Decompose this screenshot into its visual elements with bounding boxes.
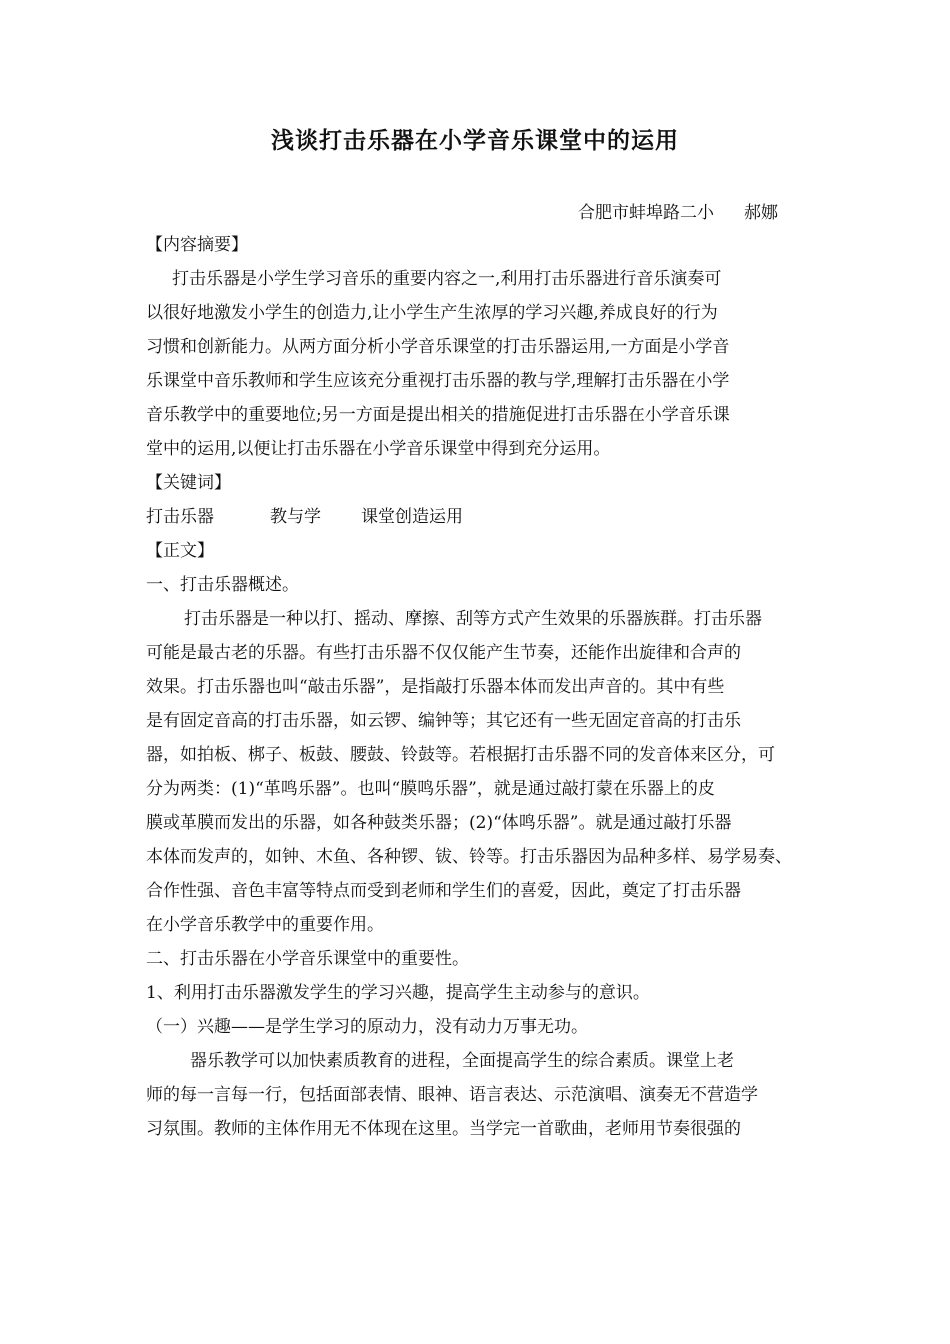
document-body xyxy=(146,228,816,1146)
paragraph-line: 在小学音乐教学中的重要作用。 xyxy=(146,915,384,935)
keyword: 打击乐器 xyxy=(146,507,214,527)
subsection-heading: 1、利用打击乐器激发学生的学习兴趣，提高学生主动参与的意识。 xyxy=(146,983,650,1003)
author-name: 郝娜 xyxy=(744,203,778,223)
abstract-line: 以很好地激发小学生的创造力,让小学生产生浓厚的学习兴趣,养成良好的行为 xyxy=(146,303,718,323)
paragraph-line: 器乐教学可以加快素质教育的进程，全面提高学生的综合素质。课堂上老 xyxy=(190,1051,734,1071)
paragraph-line: 膜或革膜而发出的乐器，如各种鼓类乐器；(2)“体鸣乐器”。就是通过敲打乐器 xyxy=(146,813,732,833)
paragraph-line: 效果。打击乐器也叫“敲击乐器”，是指敲打乐器本体而发出声音的。其中有些 xyxy=(146,677,725,697)
abstract-heading: 【内容摘要】 xyxy=(146,235,248,255)
author-school: 合肥市蚌埠路二小 xyxy=(578,203,714,223)
paragraph-line: 合作性强、音色丰富等特点而受到老师和学生们的喜爱，因此，奠定了打击乐器 xyxy=(146,881,741,901)
paragraph-line: 分为两类：(1)“革鸣乐器”。也叫“膜鸣乐器”，就是通过敲打蒙在乐器上的皮 xyxy=(146,779,715,799)
paragraph-line: 习氛围。教师的主体作用无不体现在这里。当学完一首歌曲，老师用节奏很强的 xyxy=(146,1119,741,1139)
abstract-line: 音乐教学中的重要地位;另一方面是提出相关的措施促进打击乐器在小学音乐课 xyxy=(146,405,730,425)
point-heading: （一）兴趣——是学生学习的原动力，没有动力万事无功。 xyxy=(146,1017,588,1037)
abstract-line: 打击乐器是小学生学习音乐的重要内容之一,利用打击乐器进行音乐演奏可 xyxy=(172,269,722,289)
paragraph-line: 可能是最古老的乐器。有些打击乐器不仅仅能产生节奏，还能作出旋律和合声的 xyxy=(146,643,741,663)
abstract-line: 乐课堂中音乐教师和学生应该充分重视打击乐器的教与学,理解打击乐器在小学 xyxy=(146,371,730,391)
paragraph-line: 师的每一言每一行，包括面部表情、眼神、语言表达、示范演唱、演奏无不营造学 xyxy=(146,1085,758,1105)
main-heading: 【正文】 xyxy=(146,541,214,561)
keywords-list xyxy=(146,500,816,534)
document-title: 浅谈打击乐器在小学音乐课堂中的运用 xyxy=(271,127,679,154)
section-heading: 一、打击乐器概述。 xyxy=(146,575,299,595)
keyword: 教与学 xyxy=(270,507,321,527)
section-heading: 二、打击乐器在小学音乐课堂中的重要性。 xyxy=(146,949,469,969)
keywords-heading: 【关键词】 xyxy=(146,473,231,493)
paragraph-line: 本体而发声的，如钟、木鱼、各种锣、钹、铃等。打击乐器因为品种多样、易学易奏、 xyxy=(146,847,792,867)
abstract-line: 习惯和创新能力。从两方面分析小学音乐课堂的打击乐器运用,一方面是小学音 xyxy=(146,337,730,357)
paragraph-line: 打击乐器是一种以打、摇动、摩擦、刮等方式产生效果的乐器族群。打击乐器 xyxy=(184,609,762,629)
author-line xyxy=(578,198,778,223)
abstract-line: 堂中的运用,以便让打击乐器在小学音乐课堂中得到充分运用。 xyxy=(146,439,611,459)
keyword: 课堂创造运用 xyxy=(361,507,463,527)
paragraph-line: 是有固定音高的打击乐器，如云锣、编钟等；其它还有一些无固定音高的打击乐 xyxy=(146,711,741,731)
paragraph-line: 器，如拍板、梆子、板鼓、腰鼓、铃鼓等。若根据打击乐器不同的发音体来区分，可 xyxy=(146,745,775,765)
